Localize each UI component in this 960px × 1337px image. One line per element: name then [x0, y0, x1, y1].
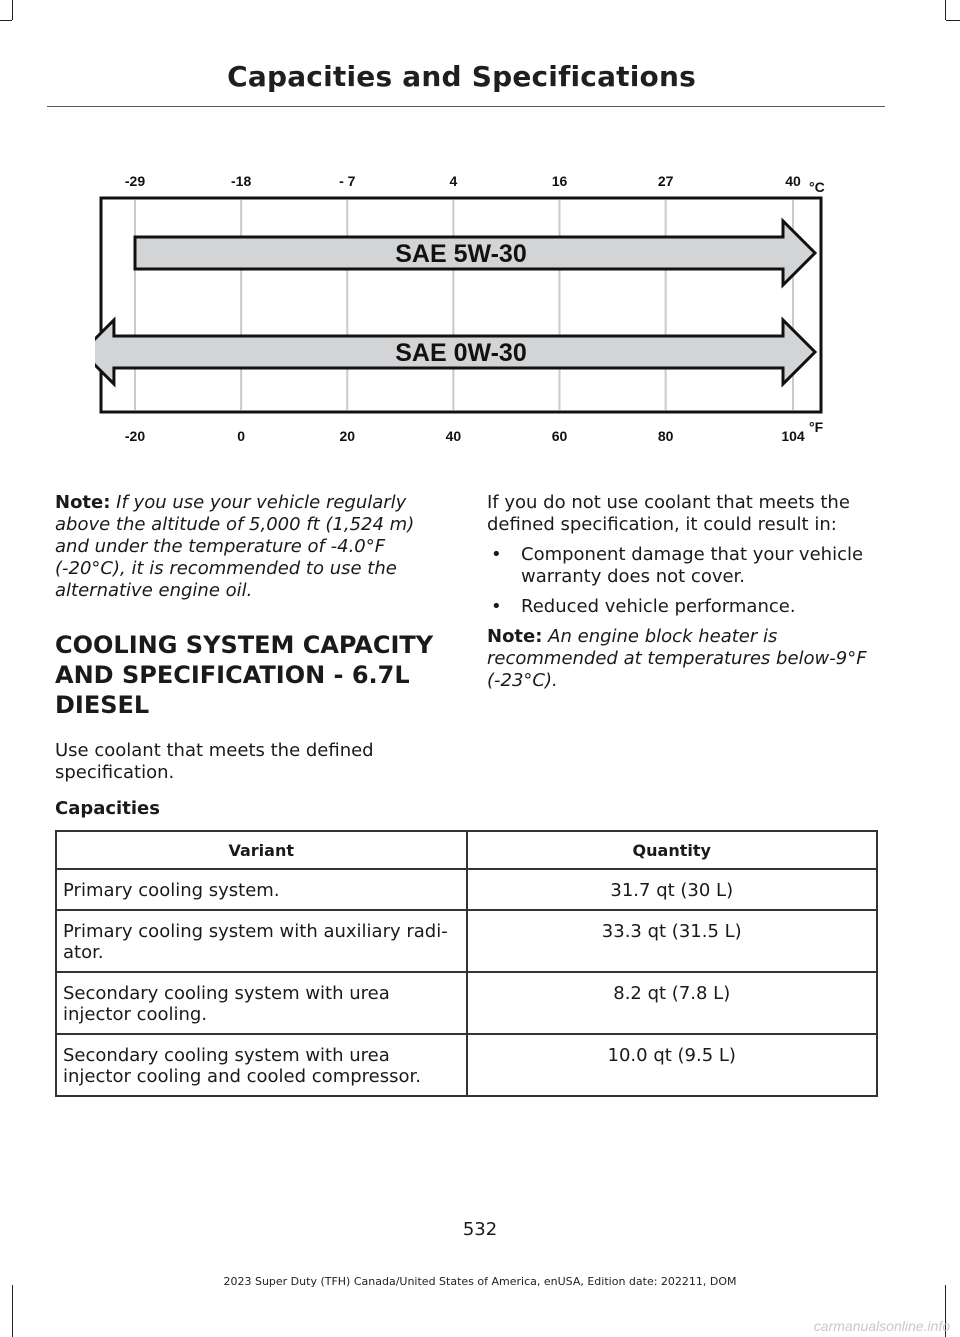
fahrenheit-tick-label: 0	[237, 428, 246, 444]
celsius-tick-label: - 7	[339, 173, 356, 189]
fahrenheit-tick-label: 60	[551, 428, 568, 444]
table-header-row	[56, 831, 877, 869]
fahrenheit-unit-label: °F	[809, 419, 824, 435]
coolant-intro: If you do not use coolant that meets the defined specification, it could result in:	[487, 492, 850, 535]
column-header-variant: Variant	[56, 831, 467, 869]
variant-cell: Primary cooling system.	[56, 869, 467, 910]
page-number: 532	[462, 1219, 498, 1240]
crop-mark	[946, 20, 960, 21]
note-label: Note:	[55, 492, 111, 513]
page-title: Capacities and Specifications	[227, 60, 696, 93]
column-header-quantity: Quantity	[467, 831, 878, 869]
table-row	[56, 910, 877, 972]
fahrenheit-tick-label: -20	[124, 428, 146, 444]
consequence-list	[487, 544, 882, 618]
celsius-tick-label: 40	[785, 173, 801, 189]
series-label: SAE 5W-30	[395, 240, 527, 268]
crop-mark	[945, 0, 946, 20]
celsius-tick-label: -29	[124, 173, 146, 189]
table-row	[56, 869, 877, 910]
right-column	[487, 492, 882, 692]
celsius-unit-label: °C	[809, 179, 825, 195]
oil-note	[55, 492, 450, 602]
quantity-cell: 31.7 qt (30 L)	[467, 869, 878, 910]
variant-cell: Secondary cooling system with urea injector cooling.	[56, 972, 467, 1034]
list-item: • Reduced vehicle performance.	[487, 596, 882, 618]
quantity-cell: 10.0 qt (9.5 L)	[467, 1034, 878, 1096]
watermark: carmanualsonline.info	[813, 1318, 950, 1334]
coolant-paragraph: Use coolant that meets the defined specification.	[55, 740, 374, 783]
capacities-table	[55, 830, 878, 1097]
crop-mark	[0, 20, 12, 21]
crop-mark	[12, 1285, 13, 1337]
heater-note	[487, 626, 882, 692]
note-text: An engine block heater is recommended at temperatures below-9°F (-23°C).	[487, 626, 867, 691]
note-text: If you use your vehicle regularly above the altitude of 5,000 ft (1,524 m) and under the temperature of -4.0°F (-20°C), it is recommended to use the alternative engine oil.	[55, 492, 415, 601]
header-divider	[47, 106, 885, 107]
viscosity-chart-svg	[95, 160, 855, 450]
variant-cell: Primary cooling system with auxiliary radi-ator.	[56, 910, 467, 972]
crop-mark	[12, 0, 13, 20]
celsius-tick-label: -18	[231, 173, 252, 189]
section-heading: COOLING SYSTEM CAPACITY AND SPECIFICATION - 6.7L DIESEL	[55, 631, 434, 719]
oil-viscosity-chart	[95, 160, 855, 450]
celsius-tick-label: 4	[449, 173, 458, 189]
note-label: Note:	[487, 626, 543, 647]
fahrenheit-tick-label: 40	[445, 428, 462, 444]
celsius-tick-label: 27	[657, 173, 674, 189]
fahrenheit-tick-label: 104	[781, 428, 805, 444]
quantity-cell: 33.3 qt (31.5 L)	[467, 910, 878, 972]
variant-cell: Secondary cooling system with urea injector cooling and cooled compressor.	[56, 1034, 467, 1096]
quantity-cell: 8.2 qt (7.8 L)	[467, 972, 878, 1034]
chart-frame	[101, 198, 821, 412]
list-item: • Component damage that your vehicle warranty does not cover.	[487, 544, 882, 588]
capacities-title: Capacities	[55, 798, 160, 819]
left-column	[55, 492, 450, 784]
table-row	[56, 1034, 877, 1096]
footer-text: 2023 Super Duty (TFH) Canada/United States of America, enUSA, Edition date: 202211, DOM	[223, 1275, 737, 1288]
fahrenheit-tick-label: 80	[657, 428, 674, 444]
table-row	[56, 972, 877, 1034]
series-label: SAE 0W-30	[395, 339, 527, 367]
celsius-tick-label: 16	[551, 173, 568, 189]
fahrenheit-tick-label: 20	[339, 428, 356, 444]
